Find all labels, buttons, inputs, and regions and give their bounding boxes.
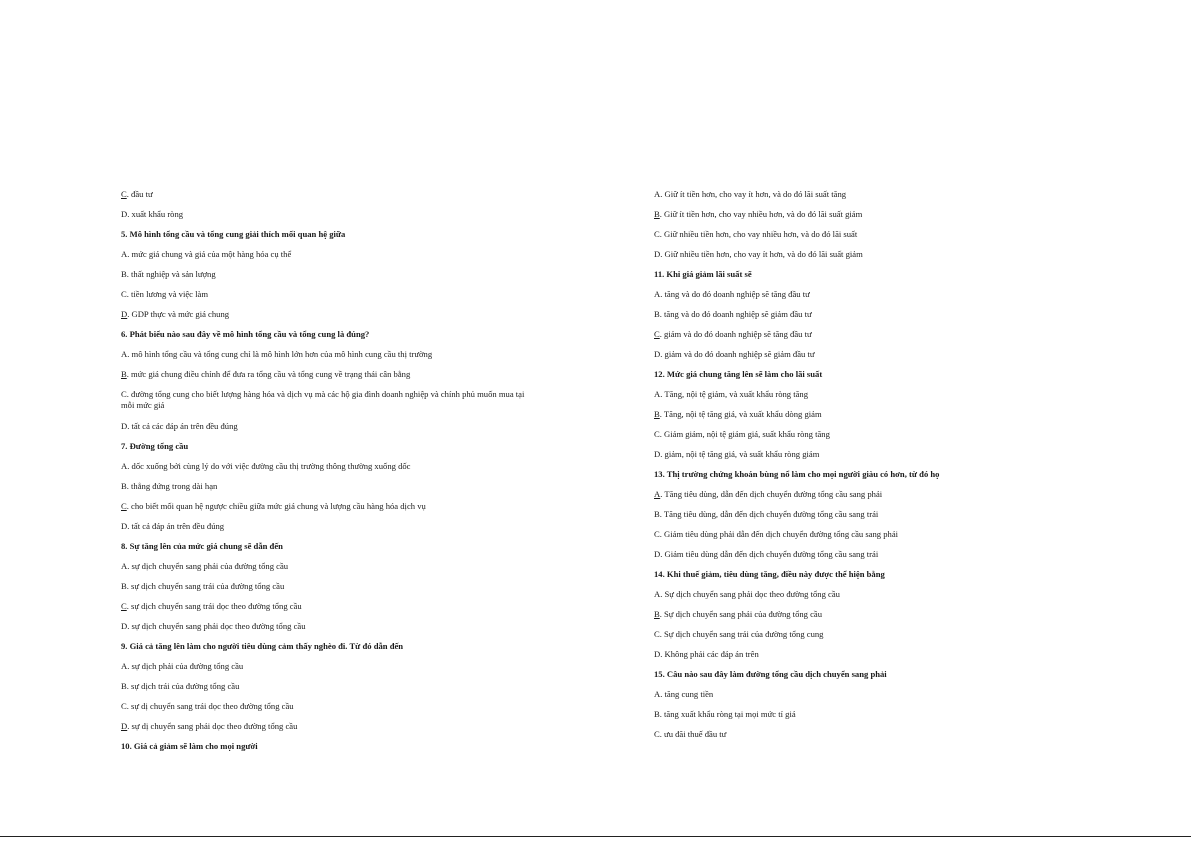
option-text: . Giảm tiêu dùng dẫn đến dịch chuyển đường tổng cầu sang trái	[660, 549, 879, 559]
option-text: . thẳng đứng trong dài hạn	[126, 481, 218, 491]
option-text: . giảm, nội tệ tăng giá, và suất khẩu ròng giảm	[660, 449, 820, 459]
option-letter: D	[654, 249, 661, 259]
answer-option	[121, 249, 291, 260]
option-letter: A	[121, 249, 128, 259]
answer-option	[654, 229, 857, 240]
option-letter: A	[654, 189, 661, 199]
option-text: . Giữ nhiều tiền hơn, cho vay ít hơn, và do đó lãi suất giảm	[660, 249, 863, 259]
question-heading: 5. Mô hình tổng cầu và tổng cung giải thích mối quan hệ giữa	[121, 229, 346, 239]
option-letter: B	[654, 309, 660, 319]
option-letter: D	[121, 209, 128, 219]
option-letter: A	[654, 389, 661, 399]
answer-option	[654, 249, 863, 260]
option-text: . Giữ ít tiền hơn, cho vay nhiều hơn, và do đó lãi suất giảm	[659, 209, 863, 219]
option-letter: B	[121, 681, 127, 691]
option-text: . tăng và do đó doanh nghiệp sẽ tăng đầu tư	[660, 289, 810, 299]
option-text: . tăng và do đó doanh nghiệp sẽ giảm đầu tư	[659, 309, 812, 319]
answer-option	[121, 661, 243, 672]
option-letter: A	[121, 349, 128, 359]
option-text: . sự dịch chuyển sang trái dọc theo đường tổng cầu	[126, 601, 302, 611]
answer-option	[654, 649, 759, 660]
option-text: . đường tổng cung cho biết lượng hàng hóa và dịch vụ mà các hộ gia đình doanh nghiệp và chính phủ muốn mua tại mỗi mức giá	[121, 389, 525, 410]
question-heading: 8. Sự tăng lên của mức giá chung sẽ dẫn đến	[121, 541, 283, 551]
answer-option	[121, 721, 297, 732]
option-letter: D	[121, 621, 128, 631]
option-text: . mô hình tổng cầu và tổng cung chỉ là mô hình lớn hơn của mô hình cung cầu thị trường	[127, 349, 433, 359]
option-letter: B	[654, 209, 660, 219]
option-letter: A	[654, 589, 661, 599]
option-letter: A	[654, 489, 661, 499]
answer-option	[654, 189, 846, 200]
option-letter: B	[121, 369, 127, 379]
option-text: . tất cả các đáp án trên đều đúng	[127, 421, 238, 431]
option-text: . sự dịch chuyển sang trái của đường tổng cầu	[126, 581, 285, 591]
option-letter: D	[654, 549, 661, 559]
question-heading: 6. Phát biểu nào sau đây về mô hình tổng cầu và tổng cung là đúng?	[121, 329, 370, 339]
option-text: . sự dịch trái của đường tổng cầu	[126, 681, 240, 691]
answer-option	[121, 601, 302, 612]
option-letter: B	[121, 581, 127, 591]
answer-option	[654, 689, 713, 700]
option-text: . Sự dịch chuyển sang phải dọc theo đường tổng cầu	[660, 589, 840, 599]
answer-option	[121, 289, 208, 300]
option-letter: A	[121, 461, 128, 471]
answer-option	[121, 309, 229, 320]
option-text: . ưu đãi thuế đầu tư	[659, 729, 727, 739]
option-letter: C	[121, 289, 127, 299]
option-letter: C	[654, 429, 660, 439]
option-text: . Sự dịch chuyển sang phải của đường tổng cầu	[659, 609, 823, 619]
answer-option	[654, 529, 898, 540]
option-text: . mức giá chung điều chỉnh để đưa ra tổng cầu và tổng cung về trạng thái cân bằng	[126, 369, 411, 379]
option-letter: A	[121, 561, 128, 571]
option-text: . xuất khẩu ròng	[127, 209, 184, 219]
option-letter: C	[121, 189, 127, 199]
answer-option	[121, 389, 536, 411]
option-text: . sự dịch chuyển sang phải dọc theo đường tổng cầu	[127, 621, 306, 631]
option-letter: C	[121, 389, 127, 399]
option-text: . thất nghiệp và sản lượng	[126, 269, 216, 279]
option-text: . sự dịch phải của đường tổng cầu	[127, 661, 244, 671]
option-letter: D	[654, 349, 661, 359]
option-letter: D	[121, 521, 128, 531]
option-letter: C	[121, 501, 127, 511]
answer-option	[654, 489, 882, 500]
option-text: . Tăng, nội tệ giảm, và xuất khẩu ròng tăng	[660, 389, 809, 399]
option-text: . cho biết mối quan hệ ngược chiều giữa mức giá chung và lượng cầu hàng hóa dịch vụ	[126, 501, 426, 511]
question-heading: 12. Mức giá chung tăng lên sẽ làm cho lãi suất	[654, 369, 823, 379]
option-letter: C	[654, 729, 660, 739]
option-letter: C	[654, 529, 660, 539]
option-letter: D	[121, 309, 128, 319]
answer-option	[654, 449, 819, 460]
option-text: . Không phải các đáp án trên	[660, 649, 759, 659]
option-text: . sự dị chuyển sang phải dọc theo đường tổng cầu	[127, 721, 298, 731]
answer-option	[654, 409, 822, 420]
answer-option	[654, 609, 822, 620]
answer-option	[121, 681, 239, 692]
option-text: . Sự dịch chuyển sang trái của đường tổng cung	[659, 629, 824, 639]
option-text: . Tăng tiêu dùng, dẫn đến dịch chuyển đường tổng cầu sang trái	[659, 509, 879, 519]
option-text: . sự dị chuyển sang trái dọc theo đường tổng cầu	[126, 701, 294, 711]
answer-option	[654, 349, 815, 360]
answer-option	[654, 709, 796, 720]
answer-option	[121, 621, 306, 632]
question-heading: 11. Khi giá giảm lãi suất sẽ	[654, 269, 752, 279]
answer-option	[121, 701, 294, 712]
answer-option	[121, 501, 426, 512]
question-heading: 13. Thị trường chứng khoán bùng nổ làm cho mọi người giàu có hơn, từ đó họ	[654, 469, 940, 479]
option-letter: D	[654, 449, 661, 459]
option-text: . Giảm giảm, nội tệ giảm giá, suất khẩu ròng tăng	[659, 429, 830, 439]
answer-option	[121, 481, 217, 492]
question-heading: 10. Giá cả giảm sẽ làm cho mọi người	[121, 741, 258, 751]
option-text: . tất cả đáp án trên đều đúng	[127, 521, 225, 531]
option-text: . GDP thực và mức giá chung	[127, 309, 230, 319]
option-letter: B	[654, 709, 660, 719]
option-letter: B	[654, 409, 660, 419]
answer-option	[121, 369, 410, 380]
answer-option	[654, 629, 823, 640]
question-heading: 9. Giá cả tăng lên làm cho người tiêu dùng cảm thấy nghèo đi. Từ đó dẫn đến	[121, 641, 404, 651]
option-text: . Giữ nhiều tiền hơn, cho vay nhiều hơn, và do đó lãi suất	[659, 229, 858, 239]
option-letter: D	[654, 649, 661, 659]
option-text: . Giữ ít tiền hơn, cho vay ít hơn, và do đó lãi suất tăng	[660, 189, 847, 199]
page-bottom-rule	[0, 836, 1191, 837]
answer-option	[654, 589, 840, 600]
question-heading: 15. Câu nào sau đây làm đường tổng cầu dịch chuyển sang phải	[654, 669, 887, 679]
option-letter: C	[654, 329, 660, 339]
option-text: . dốc xuống bởi cùng lý do với việc đường cầu thị trường thông thường xuống dốc	[127, 461, 411, 471]
answer-option	[121, 189, 153, 200]
option-letter: D	[121, 421, 128, 431]
answer-option	[121, 521, 224, 532]
option-text: . Tăng tiêu dùng, dẫn đến dịch chuyển đường tổng cầu sang phải	[660, 489, 883, 499]
question-heading: 14. Khi thuế giảm, tiêu dùng tăng, điều này được thể hiện bằng	[654, 569, 885, 579]
answer-option	[121, 209, 183, 220]
option-letter: B	[654, 609, 660, 619]
answer-option	[654, 329, 812, 340]
option-text: . giảm và do đó doanh nghiệp sẽ giảm đầu tư	[660, 349, 815, 359]
option-letter: D	[121, 721, 128, 731]
option-letter: A	[121, 661, 128, 671]
question-heading: 7. Đường tổng cầu	[121, 441, 189, 451]
answer-option	[654, 309, 812, 320]
option-letter: B	[654, 509, 660, 519]
answer-option	[654, 549, 878, 560]
option-letter: C	[654, 629, 660, 639]
option-text: . Giảm tiêu dùng phải dẫn đến dịch chuyển đường tổng cầu sang phải	[659, 529, 899, 539]
option-text: . tiền lương và việc làm	[126, 289, 209, 299]
answer-option	[121, 561, 288, 572]
option-text: . mức giá chung và giá của một hàng hóa cụ thể	[127, 249, 292, 259]
answer-option	[654, 389, 808, 400]
answer-option	[121, 269, 216, 280]
answer-option	[121, 581, 284, 592]
option-text: . đầu tư	[126, 189, 153, 199]
option-text: . Tăng, nội tệ tăng giá, và xuất khẩu dòng giảm	[659, 409, 822, 419]
answer-option	[654, 209, 862, 220]
option-text: . tăng cung tiền	[660, 689, 714, 699]
answer-option	[121, 461, 410, 472]
option-letter: A	[654, 289, 661, 299]
answer-option	[654, 289, 810, 300]
option-text: . tăng xuất khẩu ròng tại mọi mức tỉ giá	[659, 709, 796, 719]
answer-option	[121, 349, 432, 360]
option-letter: A	[654, 689, 661, 699]
answer-option	[654, 509, 878, 520]
option-text: . giảm và do đó doanh nghiệp sẽ tăng đầu tư	[659, 329, 812, 339]
option-letter: B	[121, 269, 127, 279]
option-letter: C	[121, 601, 127, 611]
answer-option	[654, 729, 726, 740]
option-letter: C	[654, 229, 660, 239]
option-text: . sự dịch chuyển sang phải của đường tổng cầu	[127, 561, 289, 571]
option-letter: B	[121, 481, 127, 491]
answer-option	[654, 429, 830, 440]
option-letter: C	[121, 701, 127, 711]
answer-option	[121, 421, 238, 432]
